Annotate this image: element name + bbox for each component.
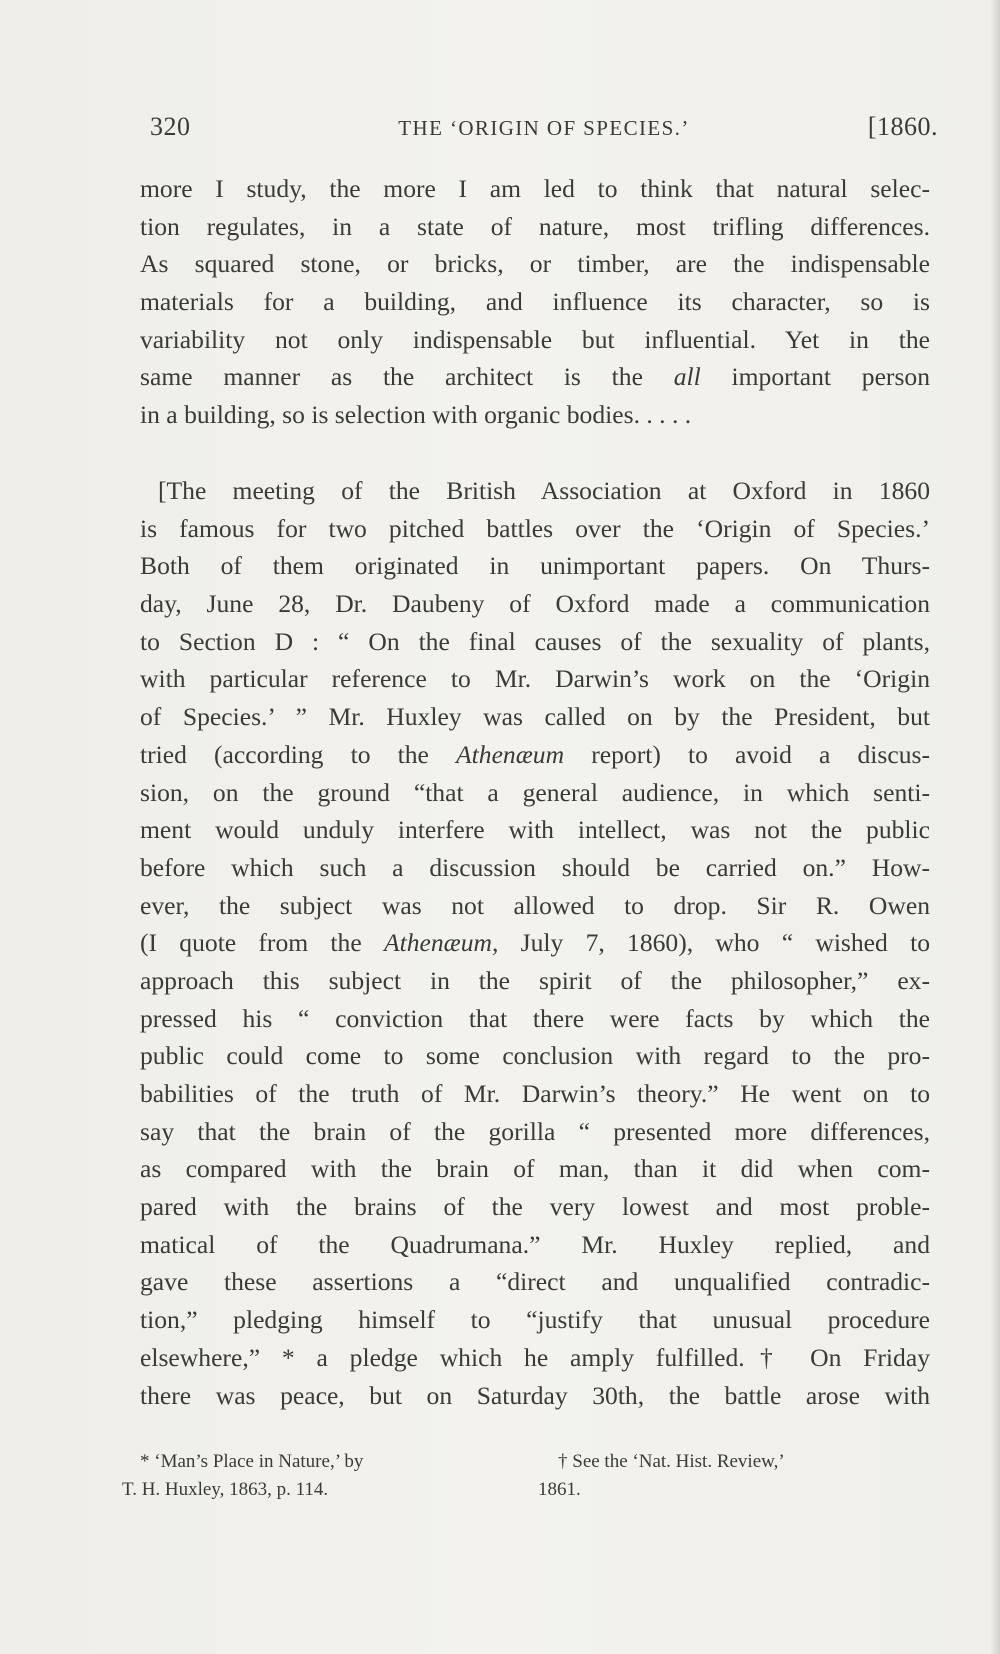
text-line xyxy=(140,358,930,396)
paragraph-british-association xyxy=(140,472,930,1414)
footnote-line: * ‘Man’s Place in Nature,’ by xyxy=(140,1451,364,1472)
text-line: sion, on the ground “that a general audience, in which senti- xyxy=(140,777,930,807)
italic-periodical: Athenæum xyxy=(456,739,565,769)
page-header xyxy=(150,112,938,152)
text-line: pressed his “ conviction that there were facts by which the xyxy=(140,1003,930,1033)
text-line xyxy=(140,924,930,962)
text-line: babilities of the truth of Mr. Darwin’s theory.” He went on to xyxy=(140,1079,930,1108)
text-line: ment would unduly interfere with intellect, was not the public xyxy=(140,815,930,845)
footnote-huxley xyxy=(122,1448,522,1504)
text-fragment: same manner as the architect is the xyxy=(140,362,674,392)
footnote-line: 1861. xyxy=(538,1479,581,1500)
text-line: tion regulates, in a state of nature, most trifling differences. xyxy=(140,211,930,241)
text-line: more I study, the more I am led to think that natural selec- xyxy=(140,174,930,203)
footnote-line: † See the ‘Nat. Hist. Review,’ xyxy=(558,1451,785,1472)
text-fragment: important person xyxy=(700,362,931,392)
text-line: say that the brain of the gorilla “ presented more differences, xyxy=(140,1116,930,1146)
text-line: variability not only indispensable but influential. Yet in the xyxy=(140,324,930,354)
text-line: in a building, so is selection with organic bodies. . . . . xyxy=(140,400,692,430)
italic-periodical: Athenæum, xyxy=(383,928,499,958)
text-line: ever, the subject was not allowed to drop. Sir R. Owen xyxy=(140,890,930,920)
text-line: gave these assertions a “direct and unqualified contradic- xyxy=(140,1267,930,1297)
text-fragment: tried (according to the xyxy=(140,739,457,769)
text-line: is famous for two pitched battles over the ‘Origin of Species.’ xyxy=(140,513,930,543)
text-line: pared with the brains of the very lowest and most proble- xyxy=(140,1192,930,1222)
page-number: 320 xyxy=(150,112,191,141)
text-line: [The meeting of the British Association at Oxford in 1860 xyxy=(158,476,930,505)
text-fragment: (I quote from the xyxy=(140,928,384,958)
text-line: day, June 28, Dr. Daubeny of Oxford made a communication xyxy=(140,589,930,619)
footnote-line: T. H. Huxley, 1863, p. 114. xyxy=(122,1479,329,1500)
text-line: to Section D : “ On the final causes of the sexuality of plants, xyxy=(140,626,930,656)
text-line: as compared with the brain of man, than it did when com- xyxy=(140,1154,930,1184)
text-line: there was peace, but on Saturday 30th, the battle arose with xyxy=(140,1380,930,1410)
text-line: tion,” pledging himself to “justify that unusual procedure xyxy=(140,1305,930,1335)
page-edge-shadow xyxy=(990,0,1000,1654)
text-line: materials for a building, and influence its character, so is xyxy=(140,287,930,317)
text-line: of Species.’ ” Mr. Huxley was called on by the President, but xyxy=(140,702,930,732)
running-title: THE ‘ORIGIN OF SPECIES.’ xyxy=(398,116,690,140)
italic-emphasis: all xyxy=(673,362,701,392)
text-line: with particular reference to Mr. Darwin’s work on the ‘Origin xyxy=(140,664,930,694)
text-line: approach this subject in the spirit of the philosopher,” ex- xyxy=(140,965,930,995)
text-line: elsewhere,” * a pledge which he amply fulfilled.† On Friday xyxy=(140,1342,930,1372)
text-fragment: July 7, 1860), who “ wished to xyxy=(498,928,931,958)
header-year: [1860. xyxy=(867,112,938,141)
text-line: Both of them originated in unimportant papers. On Thurs- xyxy=(140,551,930,581)
text-line: As squared stone, or bricks, or timber, are the indispensable xyxy=(140,249,930,279)
text-line: before which such a discussion should be carried on.” How- xyxy=(140,852,930,882)
footnote-review xyxy=(538,1448,928,1504)
text-line: matical of the Quadrumana.” Mr. Huxley replied, and xyxy=(140,1229,930,1259)
text-line: public could come to some conclusion with regard to the pro- xyxy=(140,1041,930,1071)
paragraph-continuation xyxy=(140,170,930,434)
text-line xyxy=(140,736,930,774)
text-fragment: report) to avoid a discus- xyxy=(564,739,931,769)
